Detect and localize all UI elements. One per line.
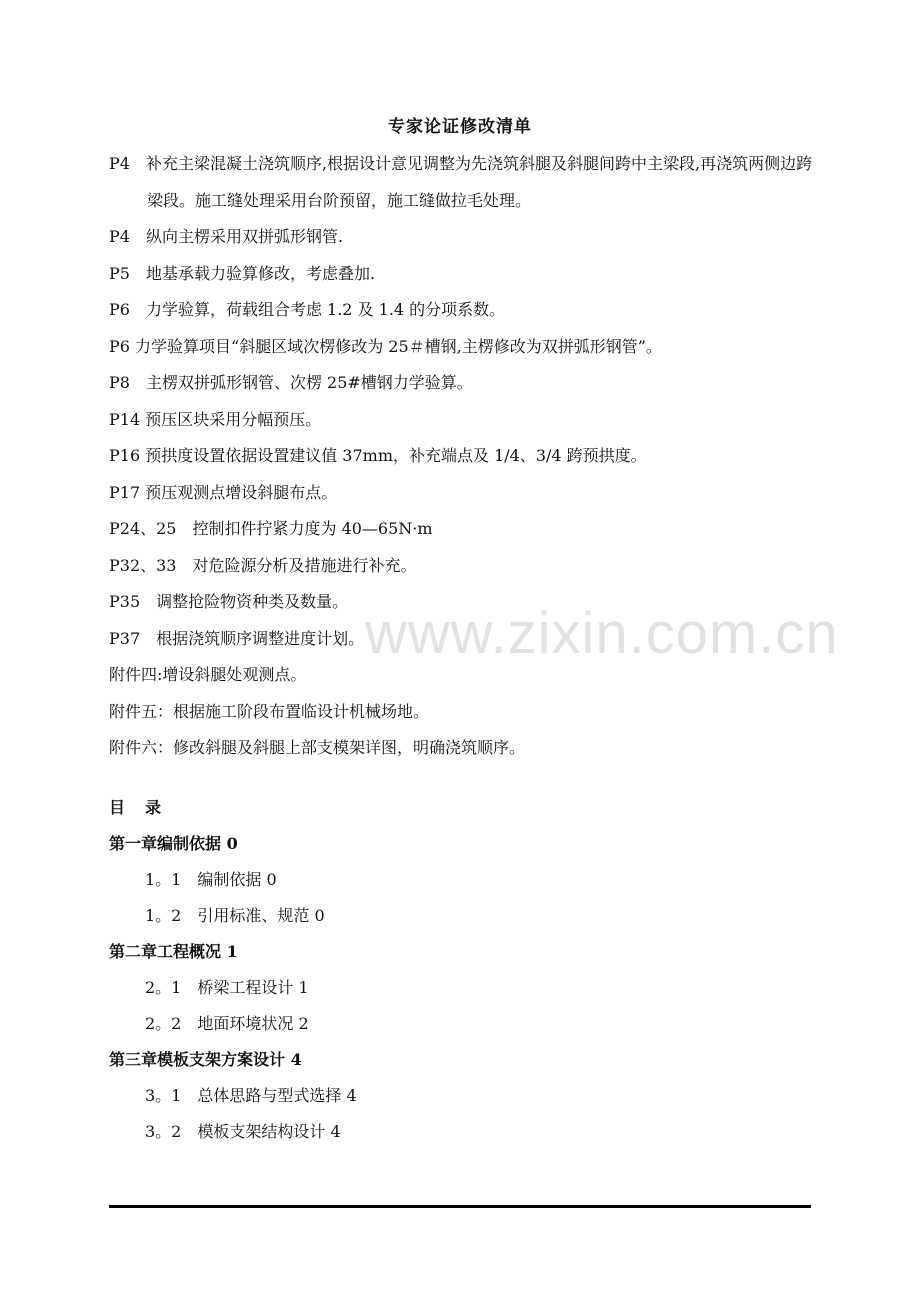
toc-section-entry: 2。1 桥梁工程设计 1	[145, 978, 309, 997]
toc-section-entry: 3。1 总体思路与型式选择 4	[145, 1086, 357, 1105]
table-of-contents	[109, 790, 819, 1150]
revision-item: P17 预压观测点增设斜腿布点。	[109, 482, 338, 502]
revision-item: 附件六：修改斜腿及斜腿上部支模架详图，明确浇筑顺序。	[109, 738, 526, 757]
revision-item: P37 根据浇筑顺序调整进度计划。	[109, 628, 365, 648]
revision-item: P4 纵向主楞采用双拼弧形钢管.	[109, 227, 344, 246]
revision-item: P16 预拱度设置依据设置建议值 37mm，补充端点及 1/4、3/4 跨预拱度。	[109, 446, 647, 465]
toc-chapter-entry: 第三章模板支架方案设计 4	[109, 1050, 302, 1069]
document-title: 专家论证修改清单	[388, 117, 532, 137]
revision-item: P6 力学验算项目“斜腿区域次楞修改为 25＃槽钢,主楞修改为双拼弧形钢管”。	[109, 336, 662, 356]
revision-item: P32、33 对危险源分析及措施进行补充。	[109, 555, 417, 575]
revision-item: P8 主楞双拼弧形钢管、次楞 25#槽钢力学验算。	[109, 373, 473, 392]
revision-item: 附件五：根据施工阶段布置临设计机械场地。	[109, 701, 430, 721]
toc-section-entry: 1。1 编制依据 0	[145, 870, 277, 889]
watermark: www.zixin.com.cn	[365, 601, 839, 666]
toc-section-entry: 2。2 地面环境状况 2	[145, 1014, 309, 1033]
toc-chapter-entry: 第一章编制依据 0	[109, 834, 238, 853]
revision-item: P24、25 控制扣件拧紧力度为 40—65N·m	[109, 519, 433, 538]
revision-item: P5 地基承载力验算修改，考虑叠加.	[109, 263, 376, 283]
revision-item: P6 力学验算，荷载组合考虑 1.2 及 1.4 的分项系数。	[109, 300, 506, 319]
toc-section-entry: 3。2 模板支架结构设计 4	[145, 1122, 341, 1141]
revision-item: P35 调整抢险物资种类及数量。	[109, 592, 349, 611]
revision-item: 附件四:增设斜腿处观测点。	[109, 665, 307, 684]
toc-chapter-entry: 第二章工程概况 1	[109, 942, 238, 961]
toc-section-entry: 1。2 引用标准、规范 0	[145, 906, 325, 925]
revision-item: P4 补充主梁混凝土浇筑顺序,根据设计意见调整为先浇筑斜腿及斜腿间跨中主梁段,再浇筑两侧边跨梁段。施工缝处理采用台阶预留，施工缝做拉毛处理。	[109, 154, 813, 210]
revision-item: P14 预压区块采用分幅预压。	[109, 409, 322, 429]
footer-divider	[109, 1205, 811, 1208]
revision-list	[109, 146, 819, 767]
toc-heading: 目 录	[109, 798, 164, 817]
